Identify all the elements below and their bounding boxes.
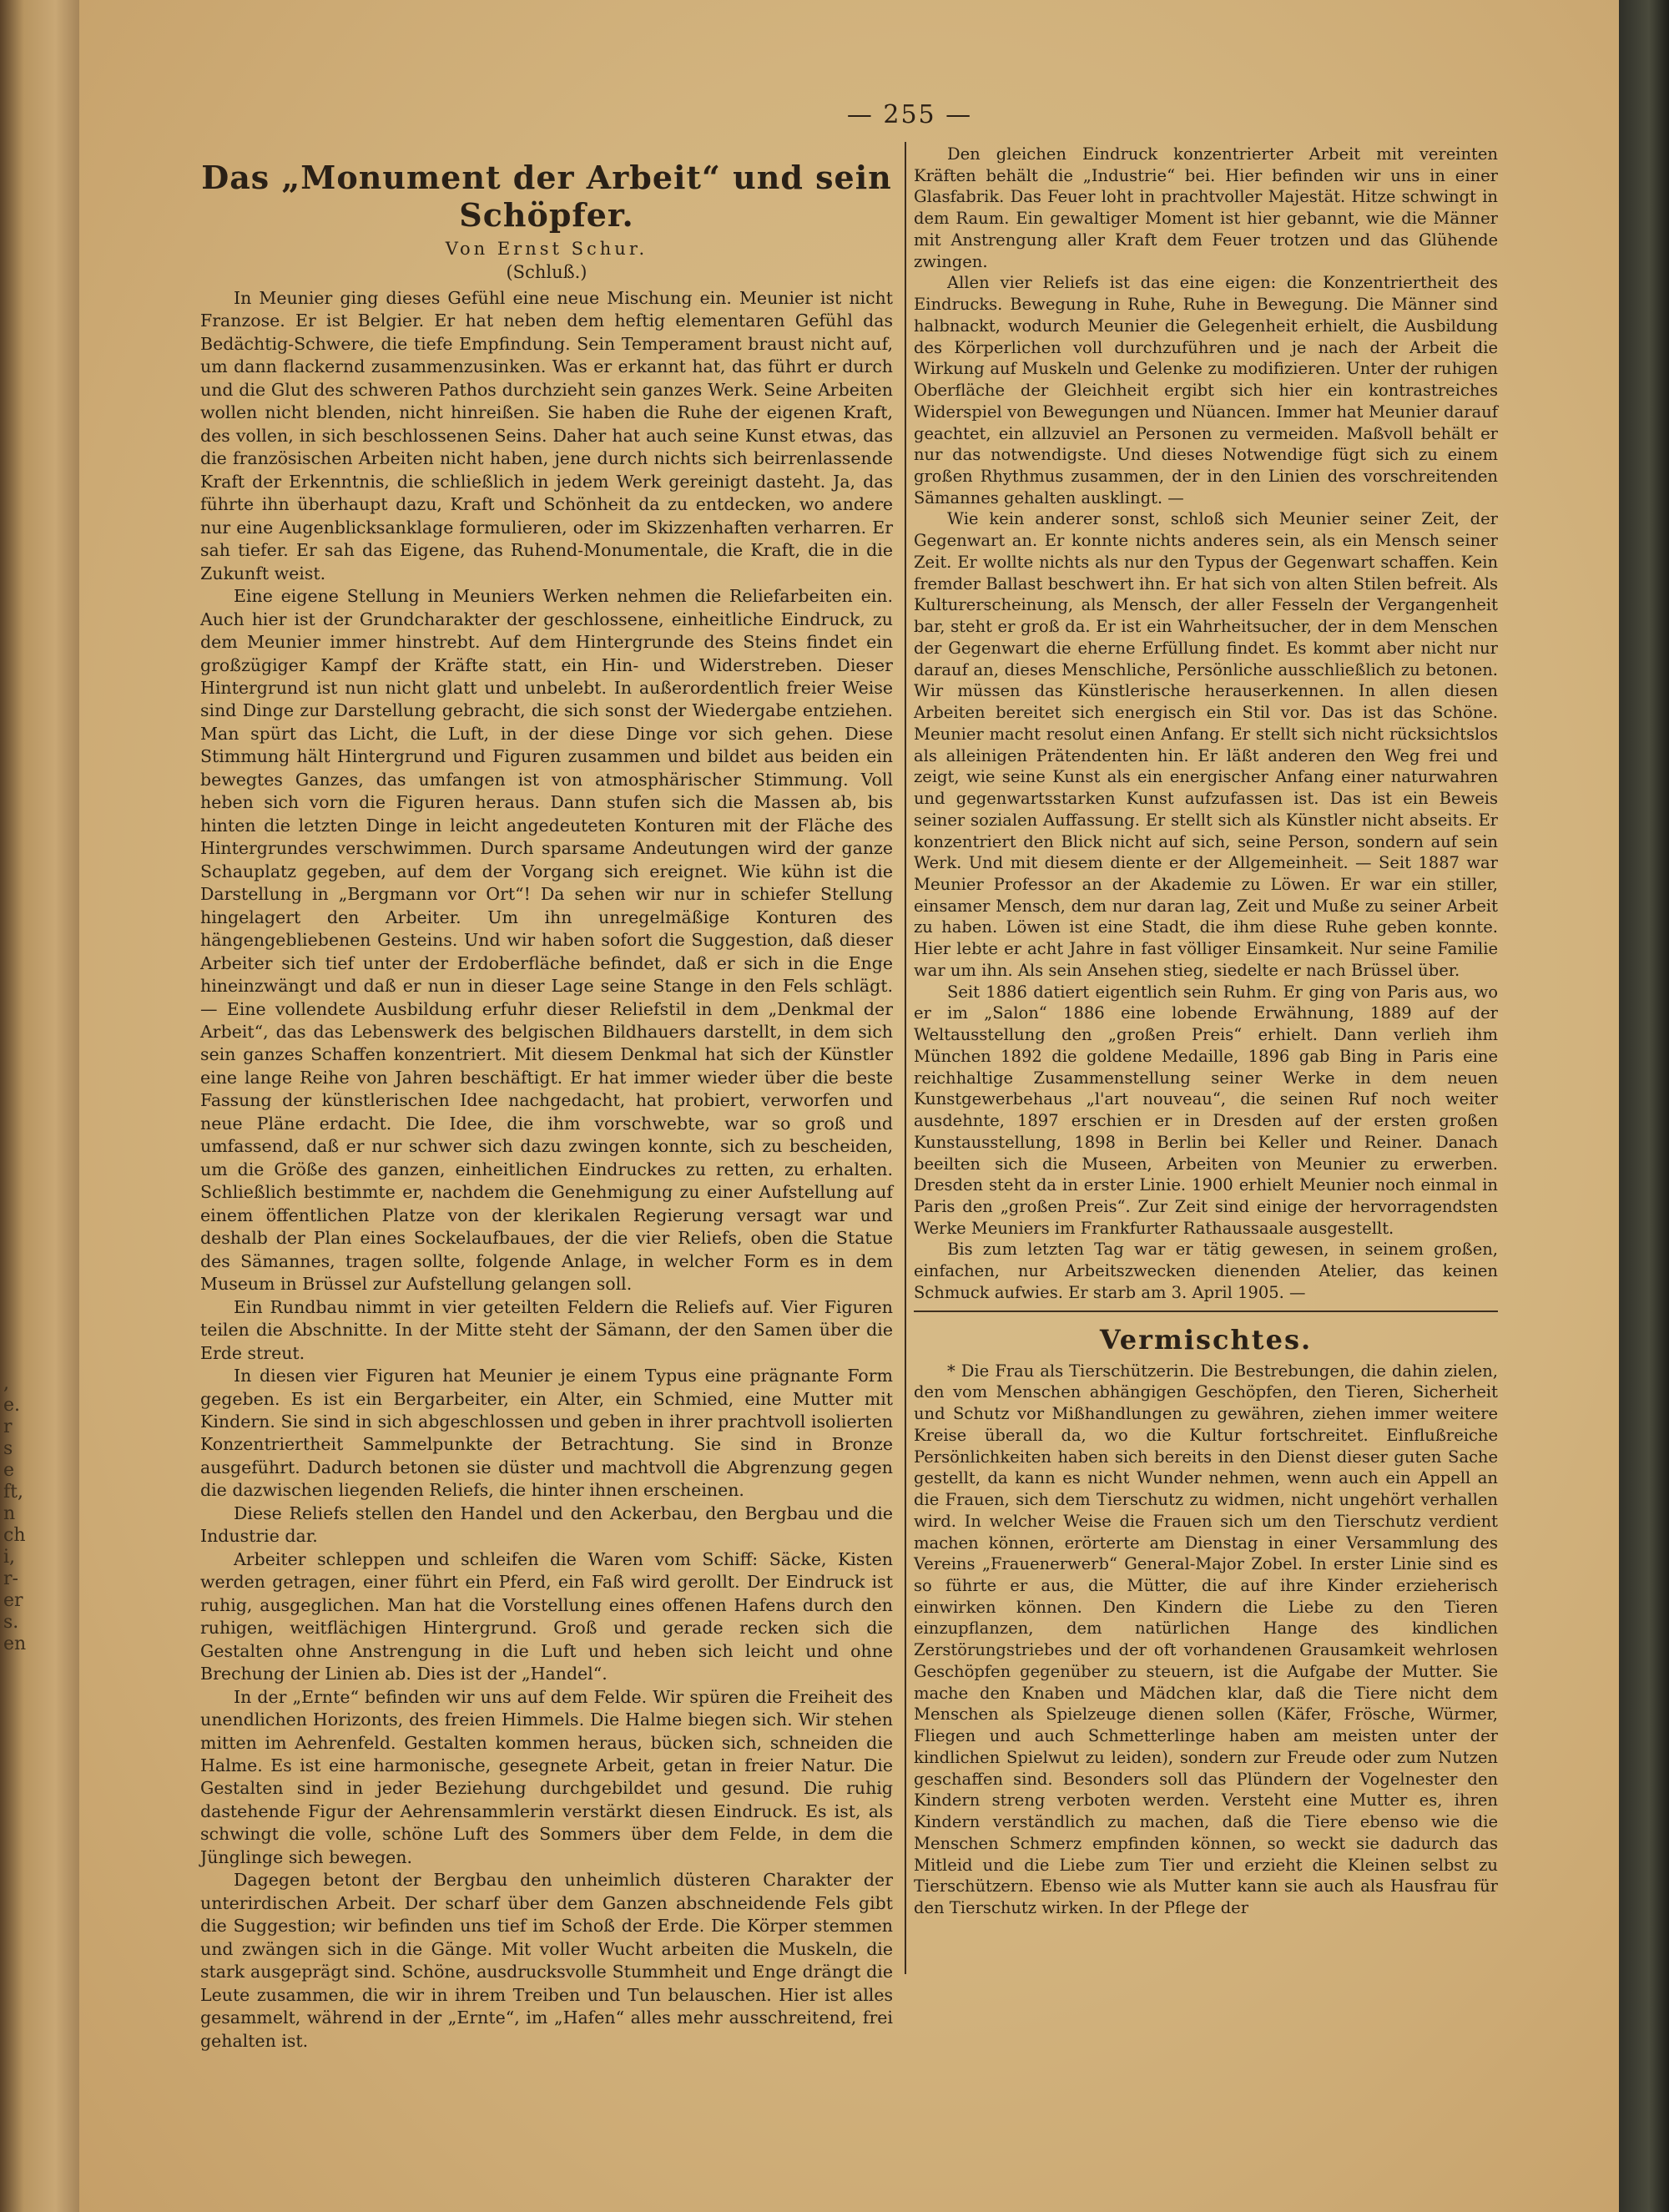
margin-fragment: e. — [3, 1395, 21, 1416]
margin-fragment: n — [3, 1503, 16, 1524]
margin-fragment: i, — [3, 1547, 16, 1568]
margin-fragment: e — [3, 1460, 15, 1481]
article-paragraph: Ein Rundbau nimmt in vier geteilten Feldern die Reliefs auf. Vier Figuren teilen die Abschnitte. In der Mitte steht der Sämann, der den Samen über die Erde streut. — [200, 1296, 893, 1363]
book-cover-edge — [1619, 0, 1669, 2212]
article-paragraph: Den gleichen Eindruck konzentrierter Arbeit mit vereinten Kräften behält die „Industrie“ bei. Hier befinden wir uns in einer Glasfabrik. Das Feuer loht in prachtvoller Majestät. Hitze schwingt in dem Raum. Ein gewaltiger Moment ist hier gebannt, wie die Männer mit Anstrengung aller Kraft dem Feuer trotzen und das Glühende zwingen. — [914, 144, 1498, 271]
page-number: — 255 — — [846, 100, 973, 129]
margin-fragment: r- — [3, 1568, 18, 1589]
adjacent-page-edge — [0, 0, 79, 2212]
article-paragraph: In diesen vier Figuren hat Meunier je einem Typus eine prägnante Form gegeben. Es ist ein Bergarbeiter, ein Alter, ein Schmied, eine Mutter mit Kindern. Sie sind in sich abgeschlossen und geben in ihrer prachtvoll isolierten Konzentriertheit Sammelpunkte der Betrachtung. Sie sind in Bronze ausgeführt. Dadurch betonen sie düster und machtvoll die Abgrenzung gegen die dazwischen liegenden Reliefs, die hinter ihnen erscheinen. — [200, 1366, 893, 1501]
article-paragraph: In Meunier ging dieses Gefühl eine neue Mischung ein. Meunier ist nicht Franzose. Er ist Belgier. Er hat neben dem heftig elementaren Gefühl das Bedächtig-Schwere, die tiefe Empfindung. Sein Temperament braust nicht auf, um dann flackernd zusammenzusinken. Was er erkannt hat, das führt er durch und die Glut des schweren Pathos durchzieht sein ganzes Werk. Seine Arbeiten wollen nicht blenden, nicht hinreißen. Sie haben die Ruhe der eigenen Kraft, des vollen, in sich beschlossenen Seins. Daher hat auch seine Kunst etwas, das die französischen Arbeiten nicht haben, jene durch nichts sich beirrenlassende Kraft der Erkenntnis, die schließlich in jedem Werk gereinigt dasteht. Ja, das führte ihn überhaupt dazu, Kraft und Schönheit da zu entdecken, wo andere nur eine Augenblicksanklage formulieren, oder im Skizzenhaften verharren. Er sah tiefer. Er sah das Eigene, das Ruhend-Monumentale, die Kraft, die in die Zukunft weist. — [200, 288, 893, 583]
margin-fragment: r — [3, 1417, 13, 1437]
article-paragraph: Arbeiter schleppen und schleifen die Waren vom Schiff: Säcke, Kisten werden getragen, einer führt ein Pferd, ein Faß wird gerollt. Der Eindruck ist ruhig, ausgeglichen. Man hat die Vorstellung eines offenen Hafens durch den ruhigen, weitflächigen Hintergrund. Groß und gerade recken sich die Gestalten ohne Anstrengung in die Luft und heben sich leicht und ohne Brechung der Linien ab. Dies ist der „Handel“. — [200, 1548, 893, 1684]
column-divider — [905, 142, 906, 1974]
margin-fragment: ch — [3, 1525, 26, 1546]
article-paragraph: Wie kein anderer sonst, schloß sich Meunier seiner Zeit, der Gegenwart an. Er konnte nichts anderes sein, als ein Mensch seiner Zeit. Er wollte nichts als nur den Typus der Gegenwart schaffen. Kein fremder Ballast beschwert ihn. Er hat sich von alten Stilen befreit. Als Kulturerscheinung, als Mensch, der aller Fesseln der Vergangenheit bar, steht er groß da. Er ist ein Wahrheitsucher, der in dem Menschen der Gegenwart die eherne Erfüllung findet. Es kommt aber nicht nur darauf an, dieses Menschliche, Persönliche ausschließlich zu betonen. Wir müssen das Künstlerische herauserkennen. In allen diesen Arbeiten bereitet sich energisch ein Stil vor. Das ist das Schöne. Meunier macht resolut einen Anfang. Er stellt sich nicht rücksichtslos als alleinigen Prätendenten hin. Er läßt anderen den Weg frei und zeigt, wie seine Kunst als ein energischer Anfang einer naturwahren und gegenwartsstarken Kunst aufzufassen ist. Das ist ein Beweis seiner sozialen Auffassung. Er stellt sich als Künstler nicht abseits. Er konzentriert den Blick nicht auf sich, seine Person, sondern auf sein Werk. Und mit diesem diente er der Allgemeinheit. — Seit 1887 war Meunier Professor an der Akademie zu Löwen. Er war ein stiller, einsamer Mensch, dem nur daran lag, Zeit und Muße zu seiner Arbeit zu haben. Löwen ist eine Stadt, die ihm diese Ruhe geben konnte. Hier lebte er acht Jahre in fast völliger Einsamkeit. Nur seine Familie war um ihn. Als sein Ansehen stieg, siedelte er nach Brüssel über. — [914, 509, 1498, 980]
article-left-column — [200, 150, 893, 2053]
section-heading: Vermischtes. — [1099, 1323, 1313, 1356]
margin-fragment: s. — [3, 1612, 19, 1633]
article-title: Das „Monument der Arbeit“ und sein Schöpfer. — [201, 159, 892, 234]
section-divider — [914, 1311, 1498, 1312]
margin-fragment: en — [3, 1634, 27, 1654]
article-byline: Von Ernst Schur. — [445, 239, 648, 259]
article-paragraph: Bis zum letzten Tag war er tätig gewesen, in seinem großen, einfachen, nur Arbeitszwecken dienenden Atelier, das keinen Schmuck aufwies. Er starb am 3. April 1905. — — [914, 1240, 1498, 1302]
article-paragraph: Seit 1886 datiert eigentlich sein Ruhm. Er ging von Paris aus, wo er im „Salon“ 1886 eine lobende Erwähnung, 1889 auf der Weltausstellung den „großen Preis“ erhielt. Dann verlieh ihm München 1892 die goldene Medaille, 1896 gab Bing in Paris eine reichhaltige Zusammenstellung seiner Werke in dem neuen Kunstgewerbehaus „l'art nouveau“, die seinen Ruf noch weiter ausdehnte, 1897 erschien er in Dresden auf der ersten großen Kunstausstellung, 1898 in Berlin bei Keller und Reiner. Danach beeilten sich die Museen, Arbeiten von Meunier zu erwerben. Dresden steht da in erster Linie. 1900 erhielt Meunier noch einmal in Paris den „großen Preis“. Zur Zeit sind einige der hervorragendsten Werke Meuniers im Frankfurter Rathaussaale ausgestellt. — [914, 982, 1498, 1238]
article-paragraph: In der „Ernte“ befinden wir uns auf dem Felde. Wir spüren die Freiheit des unendlichen Horizonts, des freien Himmels. Die Halme biegen sich. Wir stehen mitten im Aehrenfeld. Gestalten kommen heraus, bücken sich, schneiden die Halme. Es ist eine harmonische, gesegnete Arbeit, getan in freier Natur. Die Gestalten sind in jeder Beziehung durchgebildet und gesund. Die ruhig dastehende Figur der Aehrensammlerin verstärkt diesen Eindruck. Es ist, als schwingt die volle, schöne Luft des Sommers über dem Felde, in dem die Jünglinge sich bewegen. — [200, 1686, 893, 1867]
margin-fragment: s — [3, 1438, 13, 1459]
newspaper-page — [79, 0, 1619, 2212]
article-paragraph: Allen vier Reliefs ist das eine eigen: die Konzentriertheit des Eindrucks. Bewegung in Ruhe, Ruhe in Bewegung. Die Männer sind halbnackt, wodurch Meunier die Gelegenheit erhielt, die Ausbildung des Körperlichen voll durchzuführen und je nach der Arbeit die Wirkung auf Muskeln und Gelenke zu modifizieren. Unter der ruhigen Oberfläche der Gleichheit ergibt sich hier ein kontrastreiches Widerspiel von Bewegungen und Nüancen. Immer hat Meunier darauf geachtet, ein allzuviel an Personen zu vermeiden. Maßvoll behält er nur das notwendigste. Und dieses Notwendige fügt sich zu einem großen Rhythmus zusammen, der in den Linien des vorschreitenden Sämannes gehalten ausklingt. — — [914, 273, 1498, 508]
article-paragraph: Eine eigene Stellung in Meuniers Werken nehmen die Reliefarbeiten ein. Auch hier ist der Grundcharakter der geschlossene, einheitliche Eindruck, zu dem Meunier immer hinstrebt. Auf dem Hintergrunde des Steins findet ein großzügiger Kampf der Kräfte statt, ein Hin- und Widerstreben. Dieser Hintergrund ist nun nicht glatt und unbelebt. In außerordentlich freier Weise sind Dinge zur Darstellung gebracht, die sich sonst der Wiedergabe entziehen. Man spürt das Licht, die Luft, in der diese Dinge vor sich gehen. Diese Stimmung hält Hintergrund und Figuren zusammen und bildet aus beiden ein bewegtes Ganzes, das umfangen ist von atmosphärischer Stimmung. Voll heben sich vorn die Figuren heraus. Dann stufen sich die Massen ab, bis hinten die letzten Dinge in leicht angedeuteten Konturen mit der Fläche des Hintergrundes verschwimmen. Durch sparsame Andeutungen wird der ganze Schauplatz gegeben, auf dem der Vorgang sich ereignet. Wie kühn ist die Darstellung in „Bergmann vor Ort“! Da sehen wir nur in schiefer Stellung hingelagert den Arbeiter. Um ihn unregelmäßige Konturen des hängengebliebenen Gesteins. Und wir haben sofort die Suggestion, daß dieser Arbeiter sich tief unter der Erdoberfläche befindet, daß er sich in die Enge hineinzwängt und daß er nun in dieser Lage seine Stange in den Fels schlägt. — Eine vollendete Ausbildung erfuhr dieser Reliefstil in dem „Denkmal der Arbeit“, das das Lebenswerk des belgischen Bildhauers darstellt, in dem sich sein ganzes Schaffen konzentriert. Mit diesem Denkmal hat sich der Künstler eine lange Reihe von Jahren beschäftigt. Er hat immer wieder über die beste Fassung der künstlerischen Idee nachgedacht, hat probiert, verworfen und neue Pläne erdacht. Die Idee, die ihm vorschwebte, war so groß und umfassend, daß er nur schwer sich dazu zwingen konnte, sich zu bescheiden, um die Größe des ganzen, einheitlichen Eindruckes zu retten, zu erhalten. Schließlich bestimmte er, nachdem die Genehmigung zu einer Aufstellung auf einem öffentlichen Platze von der klerikalen Regierung versagt war und deshalb der Plan eines Sockelaufbaues, der die vier Reliefs, oben die Statue des Sämannes, tragen sollte, folgende Anlage, in welcher Form es in dem Museum in Brüssel zur Aufstellung gelangen soll. — [200, 586, 893, 1295]
article-paragraph: Dagegen betont der Bergbau den unheimlich düsteren Charakter der unterirdischen Arbeit. Der scharf über dem Ganzen abschneidende Fels gibt die Suggestion; wir befinden uns tief im Schoß der Erde. Die Körper stemmen und zwängen sich in die Gänge. Mit voller Wucht arbeiten die Muskeln, die stark ausgeprägt sind. Schöne, ausdrucksvolle Stummheit und Enge drängt die Leute zusammen, die wir in ihrem Treiben und Tun belauschen. Hier ist alles gesammelt, während in der „Ernte“, im „Hafen“ alles mehr ausschreitend, frei gehalten ist. — [200, 1870, 893, 2051]
article-paragraph: Diese Reliefs stellen den Handel und den Ackerbau, den Bergbau und die Industrie dar. — [200, 1502, 893, 1547]
miscellany-paragraph: * Die Frau als Tierschützerin. Die Bestrebungen, die dahin zielen, den vom Menschen abhängigen Geschöpfen, den Tieren, Sicherheit und Schutz vor Mißhandlungen zu gewähren, ziehen immer weitere Kreise überall da, wo die Kultur fortschreitet. Einflußreiche Persönlichkeiten haben sich bereits in den Dienst dieser guten Sache gestellt, da kann es nicht Wunder nehmen, wenn auch ein Appell an die Frauen, sich dem Tierschutz zu widmen, nicht ungehört verhallen wird. In welcher Weise die Frauen sich um den Tierschutz verdient machen können, erörterte am Dienstag in einer Versammlung des Vereins „Frauenerwerb“ General-Major Zobel. In erster Linie sind es so führte er aus, die Mütter, die auf ihre Kinder erzieherisch einwirken können. Den Kindern die Liebe zu den Tieren einzupflanzen, dem natürlichen Hange des kindlichen Zerstörungstriebes und der oft vorhandenen Grausamkeit wehrlosen Geschöpfen gegenüber zu steuern, ist die Aufgabe der Mutter. Sie mache den Knaben und Mädchen klar, daß die Tiere nicht dem Menschen als Spielzeuge dienen sollen (Käfer, Frösche, Würmer, Fliegen und auch Schmetterlinge haben am meisten unter der kindlichen Spielwut zu leiden), sondern zur Freude oder zum Nutzen geschaffen sind. Besonders soll das Plündern der Vogelnester den Kindern streng verboten werden. Versteht eine Mutter es, ihren Kindern verständlich zu machen, daß die Tiere ebenso wie die Menschen Schmerz empfinden können, so weckt sie dadurch das Mitleid und die Liebe zum Tier und erzieht die Kleinen selbst zu Tierschützern. Ebenso wie als Mutter kann sie auch als Hausfrau für den Tierschutz wirken. In der Pflege der — [914, 1361, 1498, 1918]
article-right-column — [914, 144, 1498, 1919]
margin-fragment: , — [3, 1373, 9, 1394]
margin-fragment: ft, — [3, 1482, 23, 1502]
margin-fragment: er — [3, 1590, 23, 1611]
article-subtitle: (Schluß.) — [506, 262, 587, 282]
